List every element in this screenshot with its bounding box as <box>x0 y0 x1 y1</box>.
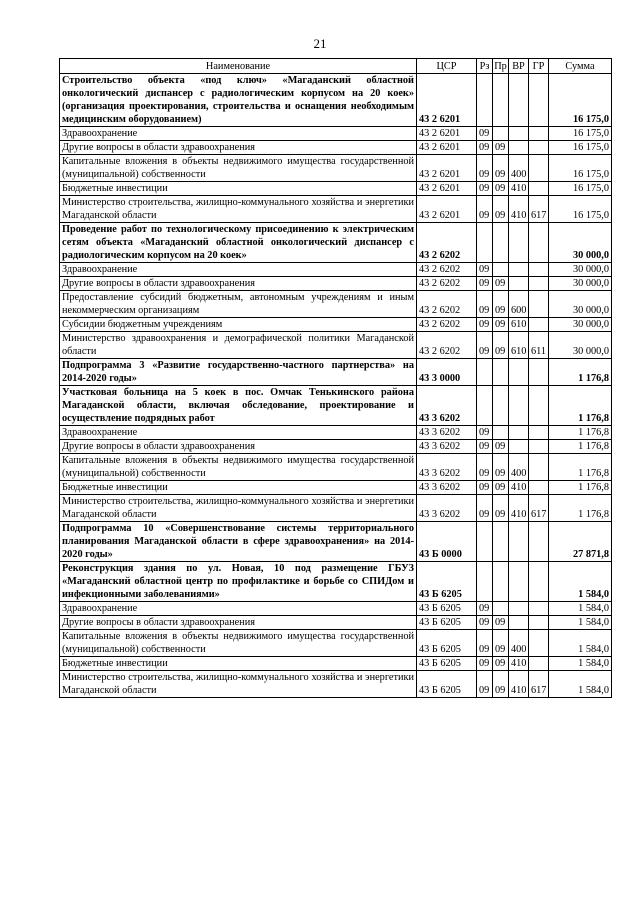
cell-gr <box>529 386 549 426</box>
cell-gr <box>529 426 549 440</box>
cell-sum: 16 175,0 <box>549 141 612 155</box>
cell-csr: 43 Б 6205 <box>417 562 477 602</box>
cell-csr: 43 2 6201 <box>417 74 477 127</box>
cell-gr: 617 <box>529 495 549 522</box>
header-vr: ВР <box>509 59 529 74</box>
cell-gr <box>529 630 549 657</box>
cell-name: Другие вопросы в области здравоохранения <box>60 277 417 291</box>
cell-csr: 43 2 6202 <box>417 277 477 291</box>
table-row <box>60 616 612 630</box>
cell-rz: 09 <box>477 155 493 182</box>
cell-csr: 43 2 6202 <box>417 332 477 359</box>
cell-csr: 43 3 6202 <box>417 440 477 454</box>
header-row <box>60 59 612 74</box>
cell-sum: 1 584,0 <box>549 657 612 671</box>
cell-vr: 410 <box>509 671 529 698</box>
budget-table <box>59 58 612 698</box>
cell-sum: 1 584,0 <box>549 671 612 698</box>
cell-pr: 09 <box>493 155 509 182</box>
cell-pr <box>493 359 509 386</box>
table-row <box>60 454 612 481</box>
table-row <box>60 127 612 141</box>
cell-rz <box>477 522 493 562</box>
cell-vr <box>509 440 529 454</box>
cell-name: Министерство строительства, жилищно-коммунального хозяйства и энергетики Магаданской области <box>60 671 417 698</box>
cell-vr <box>509 263 529 277</box>
cell-pr: 09 <box>493 141 509 155</box>
cell-sum: 1 176,8 <box>549 440 612 454</box>
cell-vr <box>509 359 529 386</box>
cell-rz: 09 <box>477 495 493 522</box>
header-name: Наименование <box>60 59 417 74</box>
cell-name: Другие вопросы в области здравоохранения <box>60 440 417 454</box>
cell-pr <box>493 74 509 127</box>
cell-csr: 43 2 6202 <box>417 223 477 263</box>
cell-vr: 410 <box>509 657 529 671</box>
cell-sum: 16 175,0 <box>549 74 612 127</box>
cell-gr: 617 <box>529 196 549 223</box>
cell-csr: 43 3 6202 <box>417 481 477 495</box>
cell-gr <box>529 223 549 263</box>
cell-name: Капитальные вложения в объекты недвижимого имущества государственной (муниципальной) собственности <box>60 155 417 182</box>
cell-gr <box>529 141 549 155</box>
cell-sum: 1 176,8 <box>549 454 612 481</box>
cell-sum: 16 175,0 <box>549 196 612 223</box>
cell-name: Министерство строительства, жилищно-коммунального хозяйства и энергетики Магаданской области <box>60 495 417 522</box>
cell-csr: 43 Б 6205 <box>417 602 477 616</box>
table-row <box>60 318 612 332</box>
cell-name: Субсидии бюджетным учреждениям <box>60 318 417 332</box>
cell-gr <box>529 277 549 291</box>
cell-vr <box>509 602 529 616</box>
cell-name: Строительство объекта «под ключ» «Магаданский областной онкологический диспансер с радиологическим корпусом на 20 коек» (организация проектирования, строительства и оснащения необходимым медицинским оборудованием) <box>60 74 417 127</box>
cell-sum: 1 176,8 <box>549 386 612 426</box>
cell-vr: 400 <box>509 630 529 657</box>
cell-pr <box>493 602 509 616</box>
cell-rz: 09 <box>477 481 493 495</box>
cell-pr: 09 <box>493 657 509 671</box>
table-row <box>60 386 612 426</box>
cell-gr <box>529 318 549 332</box>
cell-pr: 09 <box>493 454 509 481</box>
cell-rz: 09 <box>477 657 493 671</box>
cell-name: Участковая больница на 5 коек в пос. Омчак Тенькинского района Магаданской области, включая обследование, проектирование и осуществление подрядных работ <box>60 386 417 426</box>
cell-sum: 1 584,0 <box>549 602 612 616</box>
table-row <box>60 426 612 440</box>
table-row <box>60 522 612 562</box>
cell-pr: 09 <box>493 291 509 318</box>
cell-pr: 09 <box>493 440 509 454</box>
table-row <box>60 630 612 657</box>
table-row <box>60 562 612 602</box>
cell-name: Проведение работ по технологическому присоединению к электрическим сетям объекта «Магаданский областной онкологический диспансер с радиологическим корпусом на 20 коек» <box>60 223 417 263</box>
cell-vr <box>509 74 529 127</box>
cell-rz: 09 <box>477 196 493 223</box>
cell-rz: 09 <box>477 318 493 332</box>
cell-vr: 600 <box>509 291 529 318</box>
cell-sum: 16 175,0 <box>549 182 612 196</box>
cell-gr <box>529 263 549 277</box>
cell-name: Подпрограмма 10 «Совершенствование системы территориального планирования Магаданской области в сфере здравоохранения» на 2014-2020 годы» <box>60 522 417 562</box>
cell-gr <box>529 657 549 671</box>
cell-rz: 09 <box>477 277 493 291</box>
table-row <box>60 332 612 359</box>
cell-name: Здравоохранение <box>60 602 417 616</box>
cell-rz: 09 <box>477 263 493 277</box>
cell-pr <box>493 386 509 426</box>
cell-gr <box>529 481 549 495</box>
cell-vr: 410 <box>509 182 529 196</box>
cell-sum: 1 584,0 <box>549 630 612 657</box>
cell-pr: 09 <box>493 671 509 698</box>
cell-name: Бюджетные инвестиции <box>60 481 417 495</box>
cell-rz: 09 <box>477 332 493 359</box>
cell-name: Бюджетные инвестиции <box>60 657 417 671</box>
header-pr: Пр <box>494 60 507 72</box>
cell-rz <box>477 359 493 386</box>
cell-csr: 43 3 6202 <box>417 426 477 440</box>
cell-vr: 400 <box>509 155 529 182</box>
cell-csr: 43 3 6202 <box>417 386 477 426</box>
cell-gr: 617 <box>529 671 549 698</box>
cell-gr <box>529 182 549 196</box>
header-rz: Рз <box>477 59 493 74</box>
table-row <box>60 657 612 671</box>
cell-gr <box>529 74 549 127</box>
cell-rz: 09 <box>477 630 493 657</box>
cell-pr: 09 <box>493 196 509 223</box>
cell-csr: 43 Б 6205 <box>417 630 477 657</box>
cell-name: Министерство здравоохранения и демографической политики Магаданской области <box>60 332 417 359</box>
cell-rz <box>477 562 493 602</box>
table-row <box>60 155 612 182</box>
table-row <box>60 359 612 386</box>
cell-gr <box>529 291 549 318</box>
cell-sum: 1 584,0 <box>549 616 612 630</box>
header-sum: Сумма <box>549 59 612 74</box>
cell-vr <box>509 386 529 426</box>
table-body <box>60 74 612 698</box>
cell-csr: 43 2 6201 <box>417 182 477 196</box>
cell-rz: 09 <box>477 291 493 318</box>
table-row <box>60 141 612 155</box>
cell-vr: 410 <box>509 196 529 223</box>
cell-pr <box>493 562 509 602</box>
cell-rz: 09 <box>477 440 493 454</box>
cell-pr <box>493 426 509 440</box>
table-row <box>60 182 612 196</box>
cell-pr <box>493 522 509 562</box>
cell-csr: 43 Б 6205 <box>417 671 477 698</box>
cell-gr <box>529 454 549 481</box>
cell-rz <box>477 386 493 426</box>
cell-csr: 43 2 6201 <box>417 196 477 223</box>
cell-csr: 43 3 0000 <box>417 359 477 386</box>
cell-sum: 30 000,0 <box>549 332 612 359</box>
cell-csr: 43 Б 0000 <box>417 522 477 562</box>
cell-gr <box>529 440 549 454</box>
cell-vr: 410 <box>509 495 529 522</box>
cell-gr <box>529 127 549 141</box>
cell-pr: 09 <box>493 182 509 196</box>
cell-rz: 09 <box>477 616 493 630</box>
cell-pr: 09 <box>493 616 509 630</box>
cell-name: Капитальные вложения в объекты недвижимого имущества государственной (муниципальной) собственности <box>60 630 417 657</box>
cell-vr: 410 <box>509 481 529 495</box>
cell-pr <box>493 223 509 263</box>
cell-sum: 1 176,8 <box>549 481 612 495</box>
cell-rz: 09 <box>477 182 493 196</box>
cell-sum: 16 175,0 <box>549 127 612 141</box>
cell-rz: 09 <box>477 426 493 440</box>
cell-name: Министерство строительства, жилищно-коммунального хозяйства и энергетики Магаданской области <box>60 196 417 223</box>
table-row <box>60 602 612 616</box>
cell-vr <box>509 562 529 602</box>
table-row <box>60 291 612 318</box>
cell-vr: 610 <box>509 332 529 359</box>
table-row <box>60 223 612 263</box>
cell-csr: 43 Б 6205 <box>417 616 477 630</box>
cell-sum: 30 000,0 <box>549 223 612 263</box>
cell-pr: 09 <box>493 630 509 657</box>
cell-sum: 30 000,0 <box>549 291 612 318</box>
cell-name: Капитальные вложения в объекты недвижимого имущества государственной (муниципальной) собственности <box>60 454 417 481</box>
cell-csr: 43 2 6201 <box>417 127 477 141</box>
cell-sum: 1 176,8 <box>549 359 612 386</box>
table-row <box>60 440 612 454</box>
cell-sum: 27 871,8 <box>549 522 612 562</box>
cell-pr: 09 <box>493 495 509 522</box>
cell-pr: 09 <box>493 318 509 332</box>
cell-name: Предоставление субсидий бюджетным, автономным учреждениям и иным некоммерческим организациям <box>60 291 417 318</box>
cell-sum: 30 000,0 <box>549 318 612 332</box>
cell-csr: 43 2 6202 <box>417 291 477 318</box>
cell-sum: 30 000,0 <box>549 277 612 291</box>
cell-vr <box>509 277 529 291</box>
cell-sum: 1 176,8 <box>549 426 612 440</box>
cell-gr <box>529 155 549 182</box>
cell-rz <box>477 223 493 263</box>
cell-vr <box>509 141 529 155</box>
cell-pr <box>493 127 509 141</box>
cell-vr <box>509 522 529 562</box>
cell-name: Здравоохранение <box>60 127 417 141</box>
cell-vr <box>509 616 529 630</box>
cell-vr <box>509 127 529 141</box>
cell-rz: 09 <box>477 127 493 141</box>
table-row <box>60 481 612 495</box>
table-row <box>60 671 612 698</box>
table-row <box>60 196 612 223</box>
page-number: 21 <box>313 36 327 51</box>
cell-rz: 09 <box>477 141 493 155</box>
cell-name: Подпрограмма 3 «Развитие государственно-частного партнерства» на 2014-2020 годы» <box>60 359 417 386</box>
cell-pr: 09 <box>493 277 509 291</box>
table-row <box>60 495 612 522</box>
cell-gr <box>529 359 549 386</box>
cell-name: Другие вопросы в области здравоохранения <box>60 141 417 155</box>
cell-csr: 43 2 6201 <box>417 141 477 155</box>
cell-gr <box>529 562 549 602</box>
cell-rz <box>477 74 493 127</box>
cell-vr <box>509 426 529 440</box>
cell-sum: 30 000,0 <box>549 263 612 277</box>
cell-csr: 43 Б 6205 <box>417 657 477 671</box>
cell-rz: 09 <box>477 454 493 481</box>
cell-vr: 610 <box>509 318 529 332</box>
cell-gr <box>529 616 549 630</box>
table-row <box>60 263 612 277</box>
cell-rz: 09 <box>477 671 493 698</box>
table-row <box>60 277 612 291</box>
cell-pr: 09 <box>493 481 509 495</box>
cell-gr: 611 <box>529 332 549 359</box>
header-csr: ЦСР <box>417 59 477 74</box>
cell-csr: 43 3 6202 <box>417 454 477 481</box>
cell-rz: 09 <box>477 602 493 616</box>
cell-pr <box>493 263 509 277</box>
cell-csr: 43 3 6202 <box>417 495 477 522</box>
cell-csr: 43 2 6202 <box>417 263 477 277</box>
cell-sum: 16 175,0 <box>549 155 612 182</box>
cell-name: Здравоохранение <box>60 263 417 277</box>
cell-csr: 43 2 6202 <box>417 318 477 332</box>
cell-gr <box>529 522 549 562</box>
cell-name: Реконструкция здания по ул. Новая, 10 под размещение ГБУЗ «Магаданский областной центр по профилактике и борьбе со СПИДом и инфекционными заболеваниями» <box>60 562 417 602</box>
table-row <box>60 74 612 127</box>
cell-pr: 09 <box>493 332 509 359</box>
cell-name: Здравоохранение <box>60 426 417 440</box>
cell-name: Другие вопросы в области здравоохранения <box>60 616 417 630</box>
cell-vr <box>509 223 529 263</box>
cell-sum: 1 584,0 <box>549 562 612 602</box>
cell-vr: 400 <box>509 454 529 481</box>
cell-csr: 43 2 6201 <box>417 155 477 182</box>
header-gr: ГР <box>529 59 549 74</box>
cell-sum: 1 176,8 <box>549 495 612 522</box>
cell-gr <box>529 602 549 616</box>
cell-name: Бюджетные инвестиции <box>60 182 417 196</box>
